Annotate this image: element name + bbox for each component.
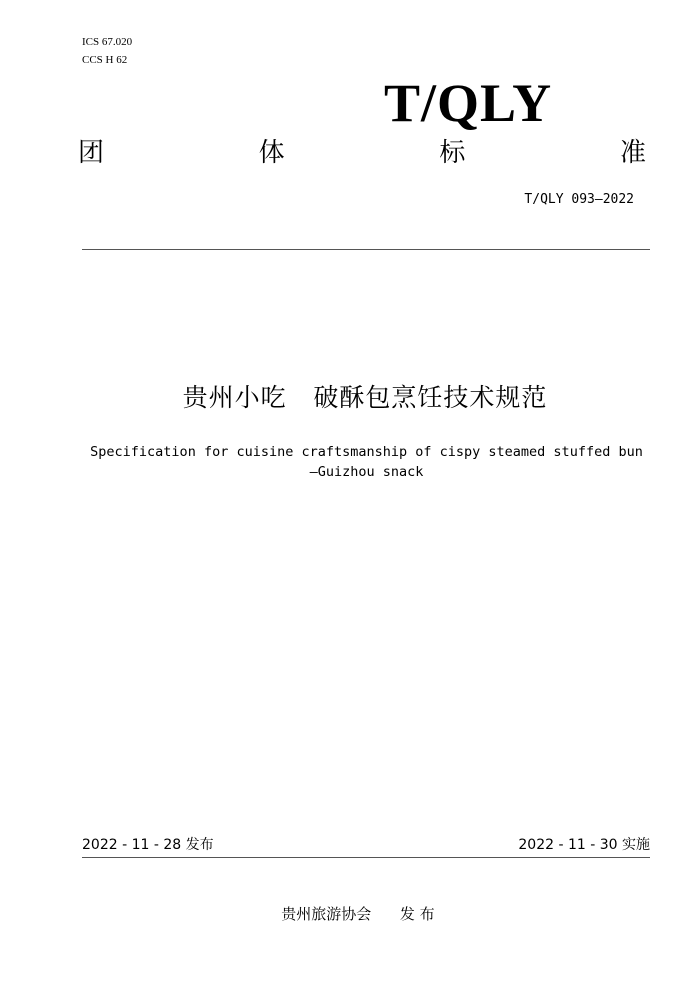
standard-type-heading xyxy=(78,135,646,171)
standard-type-char: 准 xyxy=(619,138,646,168)
ccs-code: CCS H 62 xyxy=(82,54,128,66)
publish-date: 2022 - 11 - 28 发布 xyxy=(82,837,214,853)
english-title-line: Specification for cuisine craftsmanship of cispy steamed stuffed bun xyxy=(90,444,643,460)
standard-logo: T/QLY xyxy=(384,73,553,133)
standard-number: T/QLY 093—2022 xyxy=(524,192,634,207)
english-title xyxy=(0,442,700,482)
english-title-line: —Guizhou snack xyxy=(309,464,424,480)
standard-type-char: 标 xyxy=(439,138,466,168)
ics-code: ICS 67.020 xyxy=(82,36,133,48)
bottom-divider xyxy=(82,857,650,858)
top-divider xyxy=(82,249,650,250)
implementation-date: 2022 - 11 - 30 实施 xyxy=(518,837,650,853)
standard-type-char: 体 xyxy=(258,138,285,168)
chinese-title: 贵州小吃 破酥包烹饪技术规范 xyxy=(182,383,548,412)
publisher: 贵州旅游协会 发 布 xyxy=(281,905,435,923)
standard-type-char: 团 xyxy=(78,138,105,168)
